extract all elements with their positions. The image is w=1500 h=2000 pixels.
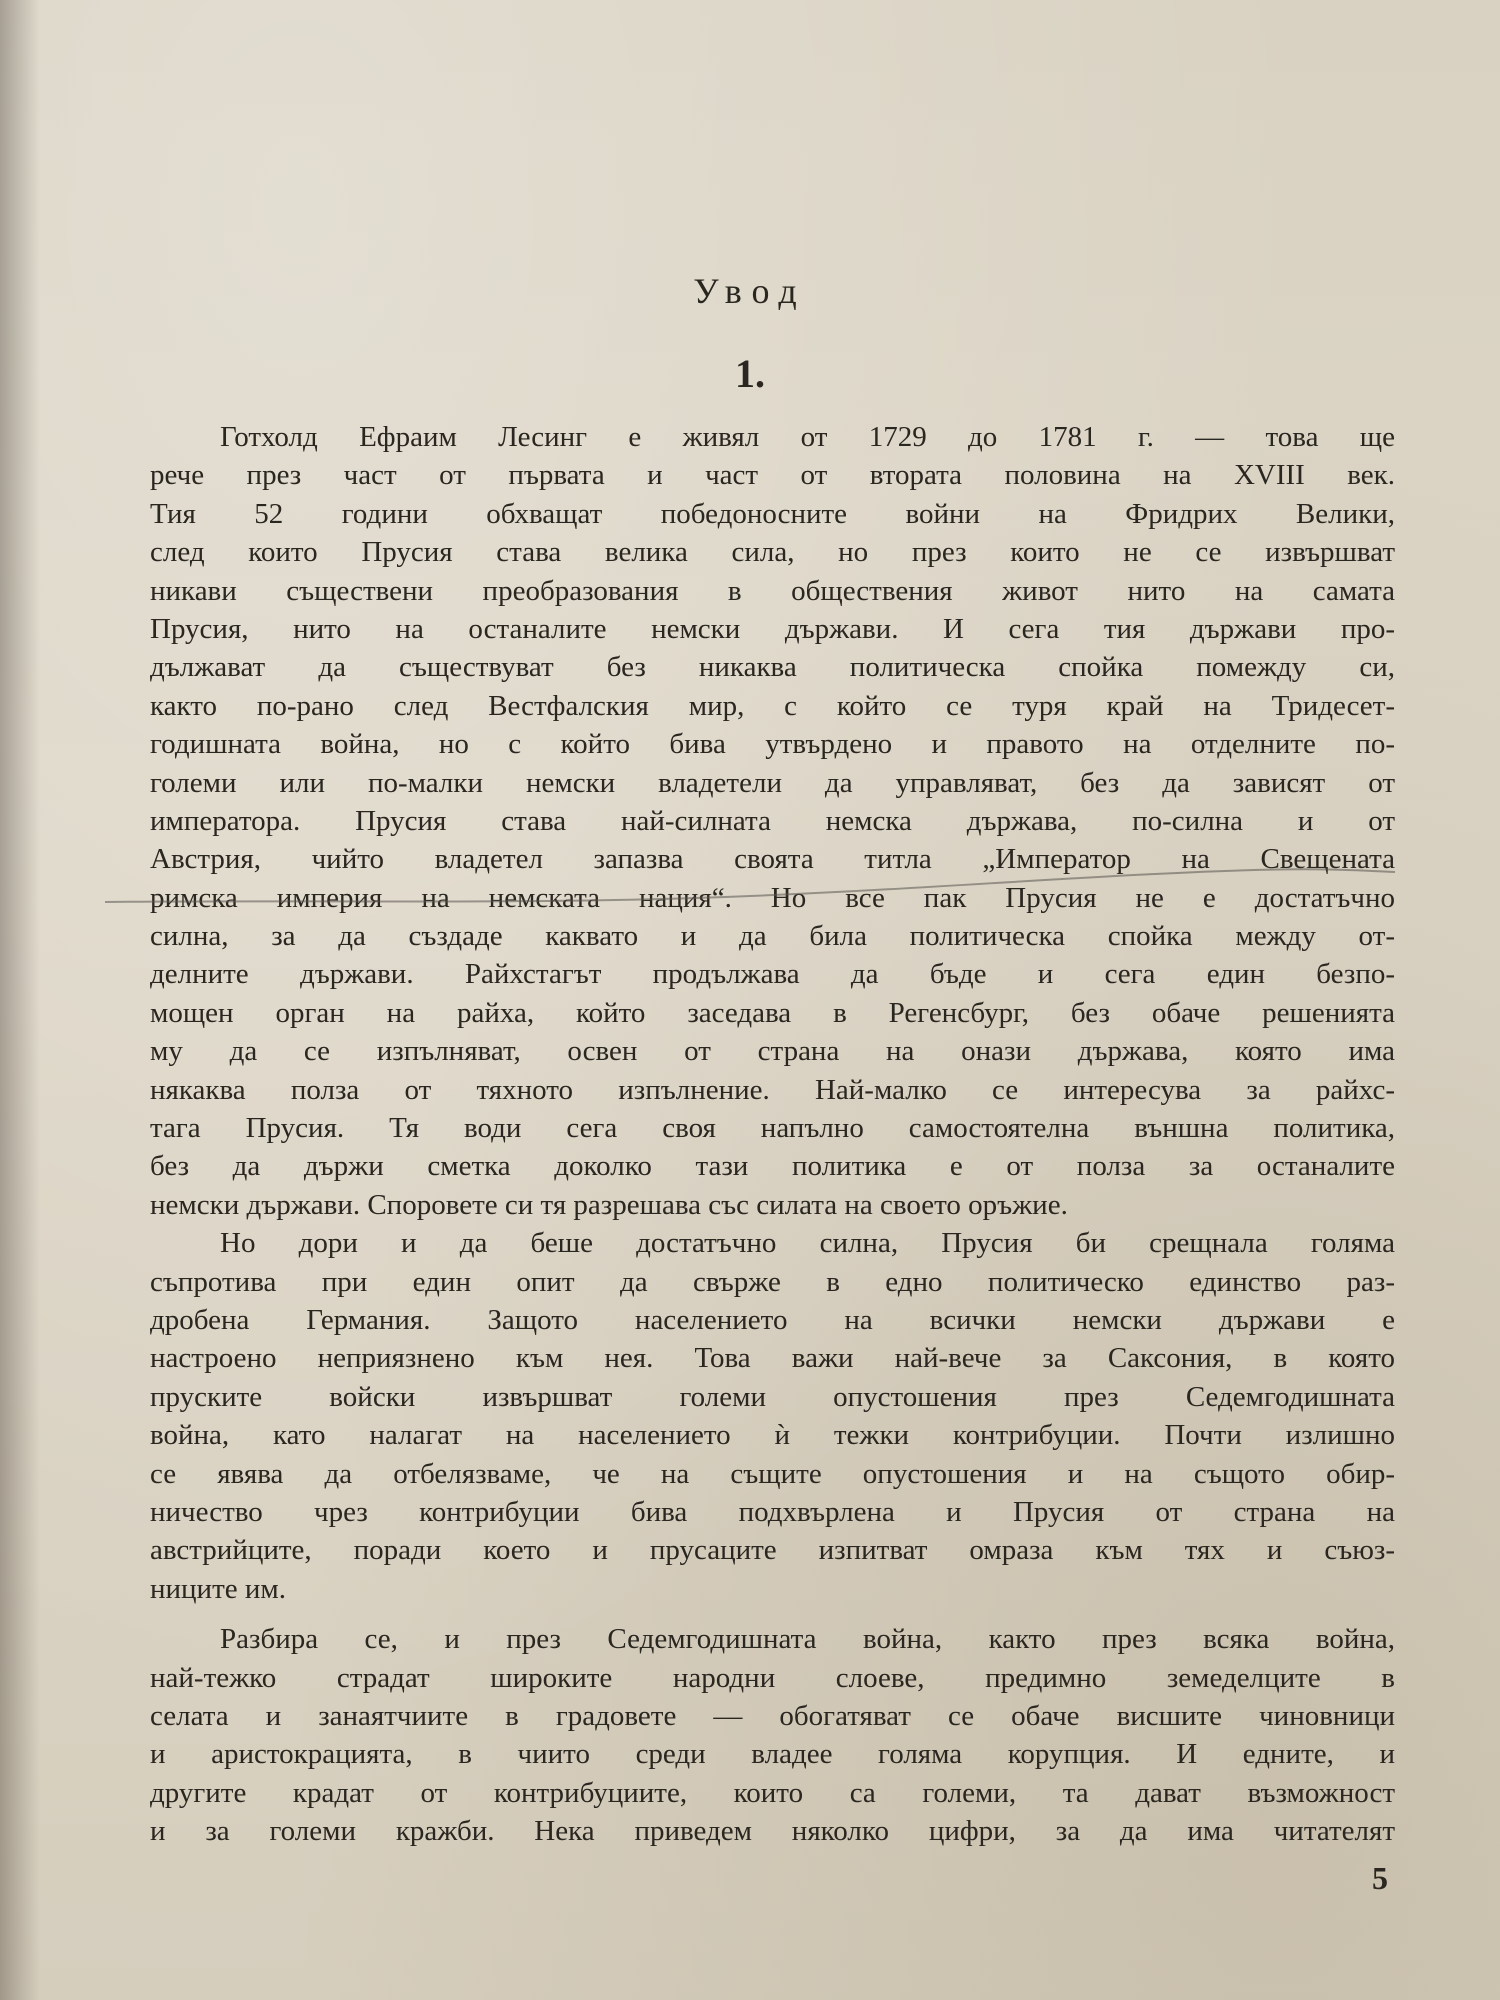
text-line: делните държави. Райхстагът продължава да бъде и сега един безпо-: [150, 958, 1395, 991]
page-number: 5: [1372, 1860, 1388, 1896]
text-line: големи или по-малки немски владетели да управляват, без да зависят от: [150, 766, 1395, 799]
text-line: Готхолд Ефраим Лесинг е живял от 1729 до 1781 г. — това ще: [220, 421, 1395, 453]
text-line: война, като налагат на населението ѝ тежки контрибуции. Почти излишно: [150, 1419, 1395, 1452]
text-line: римска империя на немската нация“. Но все пак Прусия не е достатъчно: [150, 881, 1395, 914]
text-line: му да се изпълняват, освен от страна на онази държава, която има: [150, 1035, 1395, 1068]
text-line: Но дори и да беше достатъчно силна, Прусия би срещнала голяма: [220, 1227, 1395, 1260]
text-line: дължават да съществуват без никаква политическа спойка помежду си,: [150, 651, 1395, 684]
text-line: пруските войски извършват големи опустошения през Седемгодишната: [150, 1380, 1395, 1413]
section-number: 1.: [735, 351, 765, 396]
text-line: дробена Германия. Защото населението на всички немски държави е: [150, 1303, 1395, 1336]
text-line: и аристокрацията, в чиито среди владее голяма корупция. И едните, и: [150, 1738, 1395, 1771]
text-line: Австрия, чийто владетел запазва своята титла „Император на Свещената: [150, 843, 1395, 876]
text-line: Прусия, нито на останалите немски държави. И сега тия държави про-: [150, 612, 1395, 645]
text-line: се явява да отбелязваме, че на същите опустошения и на същото обир-: [150, 1457, 1395, 1490]
text-line: ниците им.: [150, 1572, 286, 1605]
text-line: както по-рано след Вестфалския мир, с който се туря край на Тридесет-: [150, 689, 1395, 722]
text-line: настроено неприязнено към нея. Това важи най-вече за Саксония, в която: [150, 1342, 1395, 1375]
text-line: и за големи кражби. Нека приведем няколко цифри, за да има читателят: [150, 1815, 1395, 1848]
body-text: [150, 418, 1395, 1850]
text-line: някаква полза от тяхното изпълнение. Най-малко се интересува за райхс-: [150, 1073, 1395, 1106]
text-line: селата и занаятчиите в градовете — обогатяват се обаче висшите чиновници: [150, 1699, 1395, 1732]
text-line: годишната война, но с който бива утвърдено и правото на отделните по-: [150, 728, 1395, 761]
text-line: другите крадат от контрибуциите, които са големи, та дават възможност: [150, 1776, 1395, 1809]
text-line: най-тежко страдат широките народни слоеве, предимно земеделците в: [150, 1661, 1395, 1694]
text-line: без да държи сметка доколко тази политика е от полза за останалите: [150, 1150, 1395, 1183]
chapter-title: Увод: [693, 271, 807, 311]
text-line: мощен орган на райха, който заседава в Регенсбург, без обаче решенията: [150, 996, 1395, 1029]
text-line: тага Прусия. Тя води сега своя напълно самостоятелна външна политика,: [150, 1112, 1395, 1145]
text-line: Разбира се, и през Седемгодишната война, както през всяка война,: [220, 1623, 1395, 1656]
text-line: австрийците, поради което и прусаците изпитват омраза към тях и съюз-: [150, 1534, 1395, 1567]
text-line: ничество чрез контрибуции бива подхвърлена и Прусия от страна на: [150, 1495, 1395, 1528]
paragraph-3: [150, 1620, 1395, 1850]
text-line: рече през част от първата и част от втората половина на XVIII век.: [150, 459, 1395, 492]
text-line: Тия 52 години обхващат победоносните войни на Фридрих Велики,: [150, 497, 1395, 530]
text-line: силна, за да създаде каквато и да била политическа спойка между от-: [150, 920, 1395, 953]
text-line: след които Прусия става велика сила, но през които не се извършват: [150, 536, 1395, 569]
text-line: немски държави. Споровете си тя разрешава със силата на своето оръжие.: [150, 1188, 1068, 1221]
text-line: императора. Прусия става най-силната немска държава, по-силна и от: [150, 804, 1395, 837]
paragraph-1: [150, 418, 1395, 1224]
paragraph-2: [150, 1224, 1395, 1608]
text-line: съпротива при един опит да свърже в едно политическо единство раз-: [150, 1265, 1395, 1298]
text-line: никави съществени преобразования в обществения живот нито на самата: [150, 574, 1395, 607]
